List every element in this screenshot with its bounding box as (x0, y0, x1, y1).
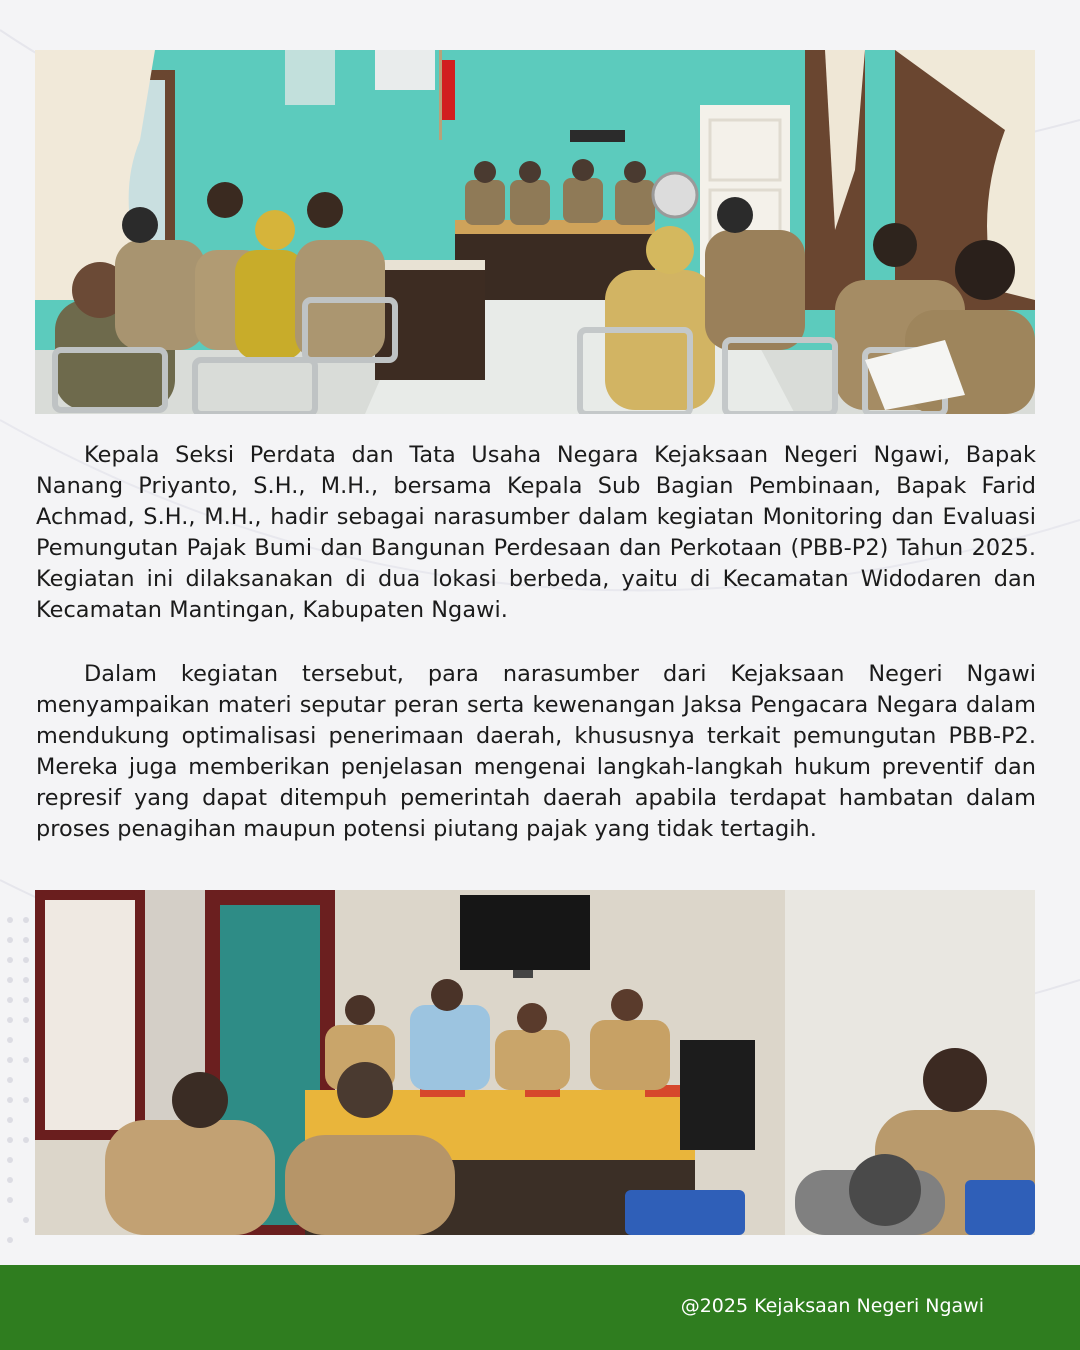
paragraph-text: Kepala Seksi Perdata dan Tata Usaha Negara Kejaksaan Negeri Ngawi, Bapak Nanang Priyanto, S.H., M.H., bersama Kepala Sub Bagian Pembinaan, Bapak Farid Achmad, S.H., M.H., hadir sebagai narasumber dalam kegiatan Monitoring dan Evaluasi Pemungutan Pajak Bumi dan Bangunan Perdesaan dan Perkotaan (PBB-P2) Tahun 2025. Kegiatan ini dilaksanakan di dua lokasi berbeda, yaitu di Kecamatan Widodaren dan Kecamatan Mantingan, Kabupaten Ngawi. (36, 442, 1036, 623)
article-paragraph-1 (36, 440, 1036, 626)
footer-bar (0, 1265, 1080, 1350)
article-paragraph-2 (36, 659, 1036, 845)
footer-copyright: @2025 Kejaksaan Negeri Ngawi (680, 1295, 984, 1317)
meeting-photo-mantingan (35, 50, 1035, 414)
meeting-photo-widodaren (35, 890, 1035, 1235)
paragraph-text: Dalam kegiatan tersebut, para narasumber dari Kejaksaan Negeri Ngawi menyampaikan materi seputar peran serta kewenangan Jaksa Pengacara Negara dalam mendukung optimalisasi penerimaan daerah, khususnya terkait pemungutan PBB-P2. Mereka juga memberikan penjelasan mengenai langkah-langkah hukum preventif dan represif yang dapat ditempuh pemerintah daerah apabila terdapat hambatan dalam proses penagihan maupun potensi piutang pajak yang tidak tertagih. (36, 661, 1036, 842)
